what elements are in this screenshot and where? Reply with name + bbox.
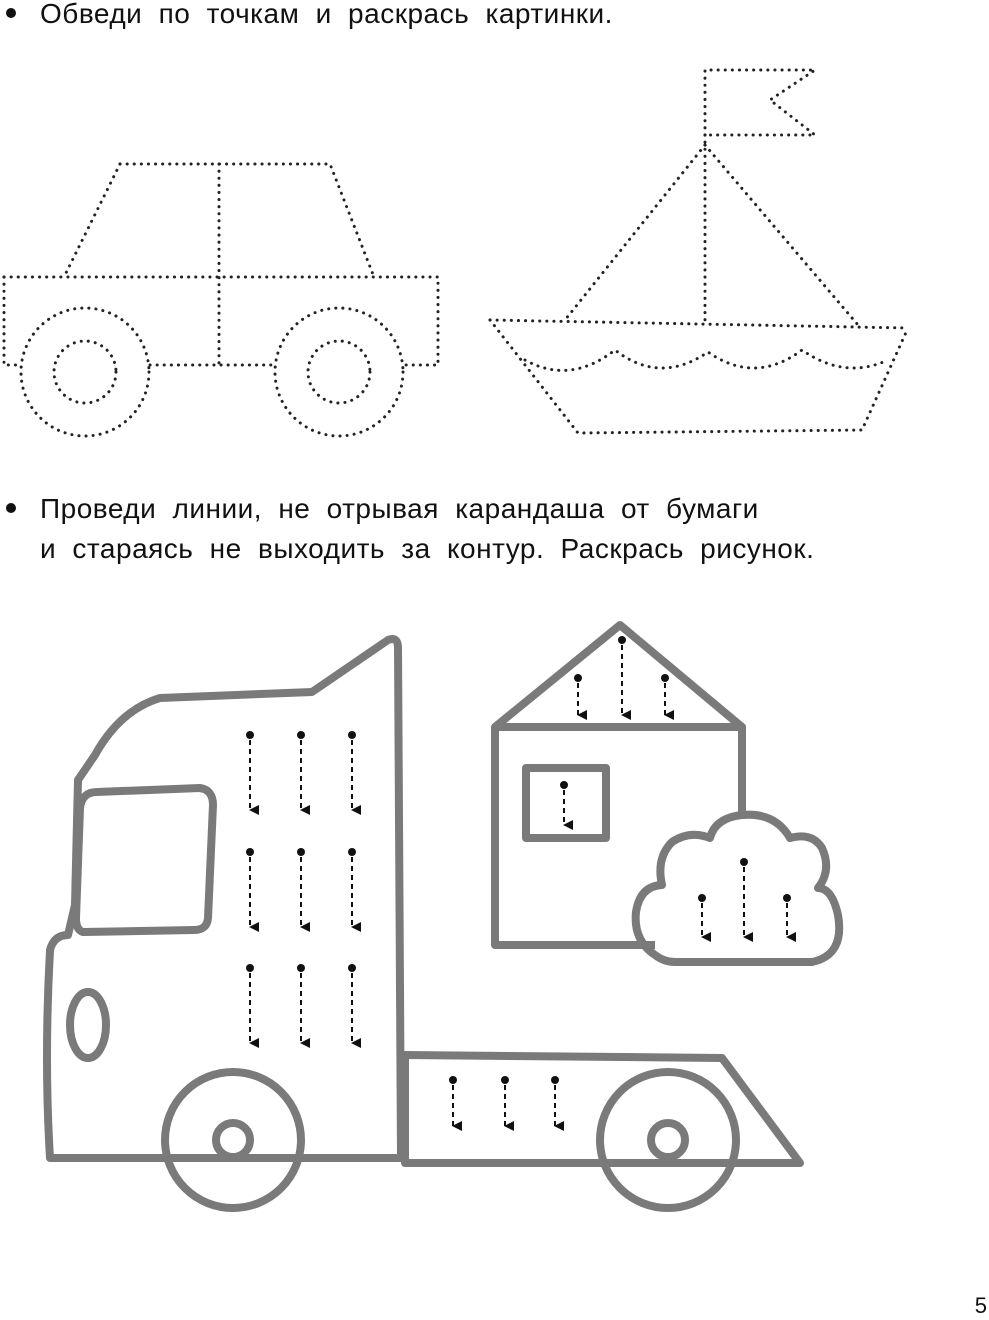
bullet-icon: [6, 503, 16, 513]
arrow: [574, 674, 582, 715]
arrow: [698, 894, 706, 937]
arrow: [449, 1076, 457, 1126]
bush-coloring: [636, 815, 840, 962]
arrow: [740, 858, 748, 937]
bush-arrows: [698, 858, 791, 937]
arrow: [297, 964, 305, 1043]
arrow: [551, 1076, 559, 1126]
instruction-draw-lines: [0, 489, 989, 579]
dotted-sailboat: [490, 70, 908, 433]
arrow: [246, 964, 254, 1043]
arrow: [246, 848, 254, 927]
arrow: [297, 731, 305, 810]
arrow: [560, 781, 568, 825]
page-number: 5: [974, 1293, 987, 1318]
arrow: [348, 848, 356, 927]
arrow: [246, 731, 254, 810]
arrow: [501, 1076, 509, 1126]
instruction-text-line-1: Проведи линии, не отрывая карандаша от бумаги: [40, 493, 759, 524]
arrow: [297, 848, 305, 927]
instruction-text: Обведи по точкам и раскрась картинки.: [40, 0, 613, 29]
arrow: [348, 731, 356, 810]
instruction-text-line-2: и стараясь не выходить за контур. Раскрась рисунок.: [40, 533, 815, 564]
truck-bed-arrows: [449, 1076, 559, 1126]
arrow: [348, 964, 356, 1043]
arrow: [618, 636, 626, 715]
truck-cab-arrows: [246, 731, 356, 1043]
arrow: [783, 894, 791, 937]
dotted-car: [4, 164, 438, 436]
arrow: [661, 674, 669, 715]
